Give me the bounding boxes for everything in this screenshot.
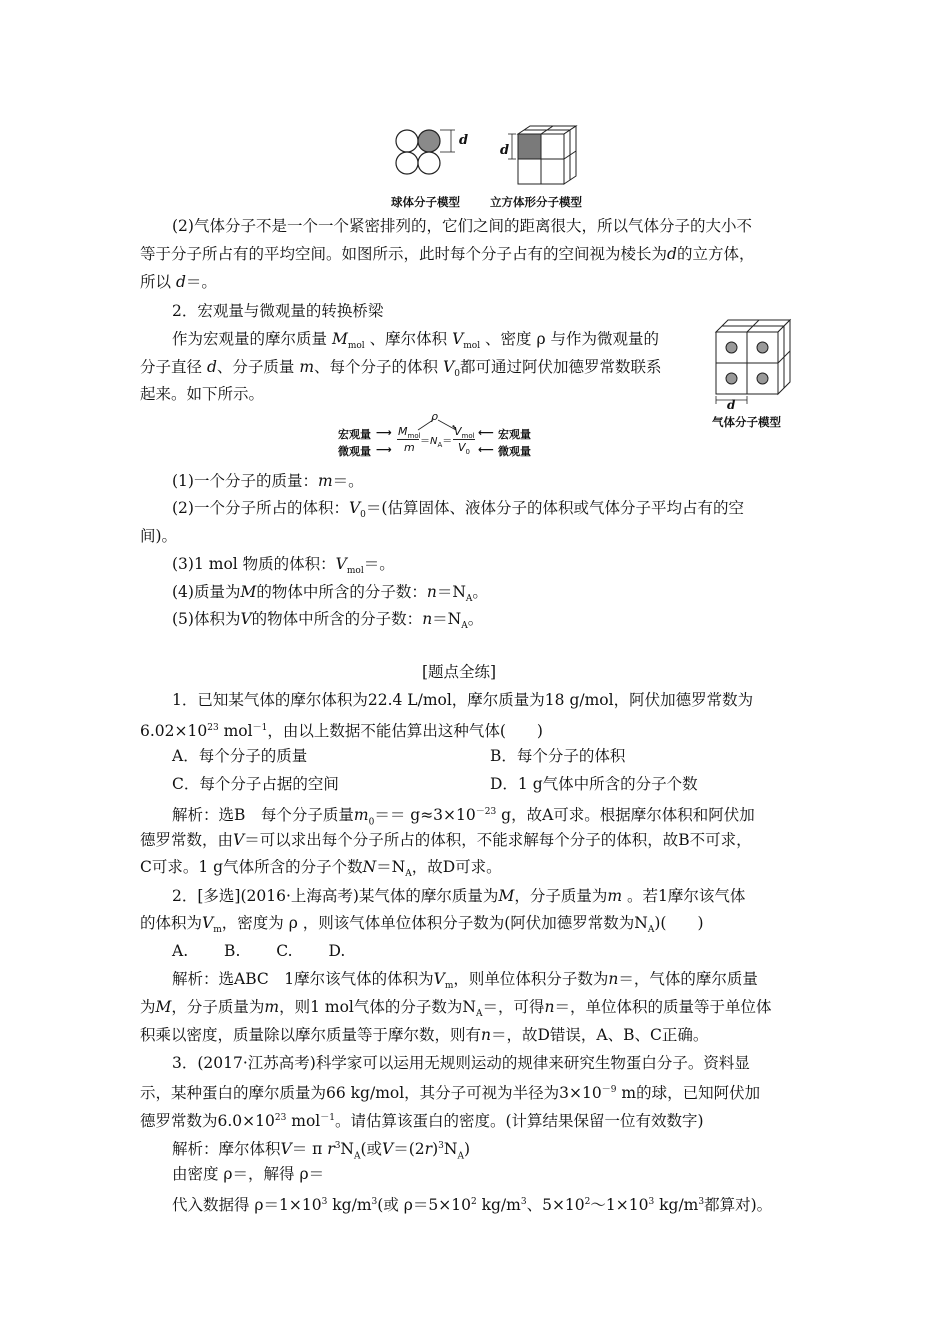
diagram-micro-right: 微观量	[498, 445, 531, 458]
formula-line: (5)体积为V的物体中所含的分子数：$n=N_A$。	[172, 610, 484, 632]
gas-molecule	[726, 342, 737, 353]
paragraph-line: 所以 d＝。	[140, 273, 217, 291]
option-a: A．每个分子的质量	[172, 747, 308, 765]
sphere-molecule	[396, 130, 418, 152]
answer-2: 解析：选ABC 1摩尔该气体的体积为$V_m$，则单位体积分子数为n＝，气体的摩尔质量	[172, 970, 758, 992]
answer-3: 由密度 ρ＝，解得 ρ＝	[172, 1165, 325, 1183]
paragraph-line: 起来。如下所示。	[140, 385, 265, 403]
formula-line: 间)。	[140, 527, 178, 545]
option-d: D．1 g气体中所含的分子个数	[490, 775, 698, 793]
question-1: $6.02\times 10^{23}$ mol$^{-1}$，由以上数据不能估算出这种气体( )	[140, 722, 543, 741]
gas-model-caption: 气体分子模型	[712, 415, 781, 429]
answer-2: 为M，分子质量为m，则1 mol气体的分子数为$N_A=$，可得n＝，单位体积的质量等于单位体	[140, 998, 772, 1020]
answer-3: 解析：摩尔体积V＝ π $r^3N_A$(或$V=(2r)^3N_A$)	[172, 1140, 471, 1162]
question-3: 德罗常数为$6.0\times 10^{23}$ mol$^{-1}$。请估算该蛋白的密度。(计算结果保留一位有效数字)	[140, 1112, 704, 1131]
gas-molecule	[757, 342, 768, 353]
question-3: 3．(2017·江苏高考)科学家可以运用无规则运动的规律来研究生物蛋白分子。资料显	[172, 1054, 750, 1072]
paragraph-line: 分子直径 d、分子质量 m、每个分子的体积 $V_0$都可通过阿伏加德罗常数联系	[140, 358, 662, 380]
section-title: 2．宏观量与微观量的转换桥梁	[172, 302, 384, 320]
sphere-d-label: d	[459, 133, 469, 148]
cube-model-caption: 立方体形分子模型	[490, 195, 582, 209]
paragraph-line: 作为宏观量的摩尔质量 $M_{mol}$ 、摩尔体积 $V_{mol}$ 、密度 ρ 与作为微观量的	[172, 330, 660, 352]
question-2-options: A. B. C. D.	[172, 942, 346, 960]
answer-2: 积乘以密度，质量除以摩尔质量等于摩尔数，则有n＝，故D错误，A、B、C正确。	[140, 1026, 709, 1044]
question-1: 1．已知某气体的摩尔体积为22.4 L/mol，摩尔质量为18 g/mol，阿伏加德罗常数为	[172, 691, 754, 709]
paragraph-line: 等于分子所占有的平均空间。如图所示，此时每个分子占有的空间视为棱长为d的立方体，	[140, 245, 755, 263]
formula-line: (2)一个分子所占的体积：$V_0=$(估算固体、液体分子的体积或气体分子平均占有的空	[172, 499, 744, 521]
diagram-macro-right: 宏观量	[498, 428, 531, 441]
formula-line: (1)一个分子的质量：m＝。	[172, 472, 364, 490]
sphere-molecule	[396, 152, 418, 174]
option-c: C．每个分子占据的空间	[172, 775, 339, 793]
answer-1: C可求。1 g气体所含的分子个数$N=N_A$，故D可求。	[140, 858, 502, 880]
cube-d-label: d	[500, 143, 510, 158]
sphere-model-caption: 球体分子模型	[391, 195, 460, 209]
paragraph-line: (2)气体分子不是一个一个紧密排列的，它们之间的距离很大，所以气体分子的大小不	[172, 217, 752, 235]
gas-molecule	[726, 373, 737, 384]
formula-line: (3)1 mol 物质的体积：$V_{mol}=$。	[172, 555, 395, 577]
gas-molecule	[757, 373, 768, 384]
answer-1: 德罗常数，由V＝可以求出每个分子所占的体积，不能求解每个分子的体积，故B不可求，	[140, 831, 752, 849]
answer-3: 代入数据得 $\rho=1\times 10^3$ $kg/m^3$(或 $\rho=5\times 10^2$ $kg/m^3$、$5\times 10^2\sim 1\times 10^3$ $kg/m^3$都算对)。	[172, 1196, 773, 1215]
diagram-macro-left: 宏观量	[338, 428, 371, 441]
formula-line: (4)质量为M的物体中所含的分子数：$n=N_A$。	[172, 583, 488, 605]
gas-model-figure	[708, 312, 803, 412]
gas-d-label: d	[727, 398, 736, 412]
option-b: B．每个分子的体积	[490, 747, 626, 765]
question-2: 的体积为$V_m$，密度为 ρ ，则该气体单位体积分子数为(阿伏加德罗常数为$N_A$)( )	[140, 914, 704, 936]
question-2: 2．[多选](2016·上海高考)某气体的摩尔质量为M，分子质量为m 。若1摩尔该气体	[172, 887, 746, 905]
diagram-micro-left: 微观量	[338, 445, 371, 458]
cube-model-figure	[500, 124, 595, 189]
answer-1: 解析：选B 每个分子质量$m_0== g\approx 3\times 10^{-23}$ g，故A可求。根据摩尔体积和阿伏加	[172, 806, 755, 828]
question-3: 示，某种蛋白的摩尔质量为66 kg/mol，其分子可视为半径为$3\times 10^{-9}$ m的球，已知阿伏加	[140, 1084, 761, 1103]
sphere-molecule	[418, 152, 440, 174]
conversion-diagram: ρ 宏观量 ⟶ 微观量 ⟶ $M_{mol}$ m $=N_A=$ $V_{mol}$ $V_0$ ⟵ 宏观量 ⟵ 微观量	[338, 410, 531, 458]
sphere-molecule-highlight	[418, 130, 440, 152]
practice-title: [题点全练]	[422, 663, 497, 681]
